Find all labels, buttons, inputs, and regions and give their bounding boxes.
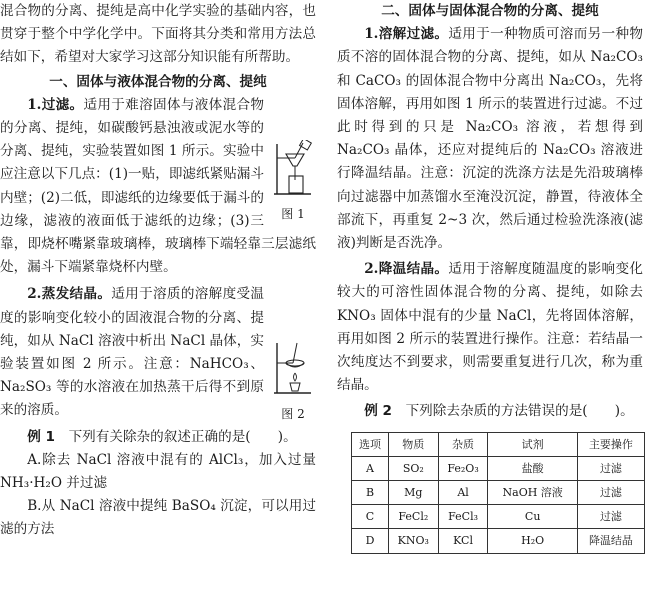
table-cell: Mg — [388, 481, 438, 505]
evaporation-text: 适用于溶质的溶解度受温度的影响变化较小的固液混合物的分离、提纯，如从 NaCl 溶液中析出 NaCl 晶体，实验装置如图 2 所示。注意：NaHCO₃、Na₂SO₃ 等的水溶液在加热蒸干后得不到原来的溶质。 — [0, 286, 264, 419]
table-cell: 过滤 — [577, 456, 644, 480]
example1-paragraph — [0, 426, 316, 449]
section2-title: 二、固体与固体混合物的分离、提纯 — [381, 3, 599, 19]
option-a: A.除去 NaCl 溶液中混有的 AlCl₃，加入过量 NH₃·H₂O 并过滤 — [0, 451, 316, 492]
dissolve-filter-text: 适用于一种物质可溶而另一种物质不溶的固体混合物的分离、提纯，如从 Na₂CO₃ 和 CaCO₃ 的固体混合物中分离出 Na₂CO₃，先将固体溶解，再用如图 1 所示的装置进行过滤。不过此时得到的只是 Na₂CO₃ 溶液，若想得到 Na₂CO₃ 晶体，还应对提纯后的 Na₂CO₃ 溶液进行降温结晶。注意：沉淀的洗涤方法是先沿玻璃棒向过滤器中加蒸馏水至淹没沉淀，静置，待液体全部流下，再重复 2~3 次，然后通过检验洗涤液(滤液)判断是否洗净。 — [337, 26, 644, 252]
figure-1 — [270, 140, 316, 222]
dissolve-filter-heading: 1.溶解过滤。 — [364, 26, 449, 43]
evaporation-paragraph — [0, 283, 316, 422]
table-header-cell: 试剂 — [488, 432, 577, 456]
table-cell: B — [352, 481, 389, 505]
filtration-apparatus-icon — [273, 140, 313, 198]
example2-paragraph — [337, 400, 643, 423]
table-header-cell: 物质 — [388, 432, 438, 456]
table-cell: 过滤 — [577, 481, 644, 505]
table-row — [352, 505, 645, 529]
filtration-heading: 1.过滤。 — [27, 96, 84, 113]
table-cell: KNO₃ — [388, 529, 438, 553]
figure-2 — [270, 339, 316, 421]
table-cell: SO₂ — [388, 456, 438, 480]
table-cell: 过滤 — [577, 505, 644, 529]
table-cell: 盐酸 — [488, 456, 577, 480]
filtration-paragraph — [0, 94, 316, 280]
table-cell: Cu — [488, 505, 577, 529]
cooling-crystallization-paragraph — [337, 258, 643, 397]
table-cell: A — [352, 456, 389, 480]
option-b: B.从 NaCl 溶液中提纯 BaSO₄ 沉淀，可以用过滤的方法 — [0, 498, 316, 538]
table-header-cell: 杂质 — [438, 432, 488, 456]
table-cell: NaOH 溶液 — [488, 481, 577, 505]
table-row — [352, 481, 645, 505]
table-cell: H₂O — [488, 529, 577, 553]
figure-1-caption: 图 1 — [281, 207, 305, 222]
table-cell: FeCl₃ — [438, 505, 488, 529]
section1-title: 一、固体与液体混合物的分离、提纯 — [49, 73, 267, 90]
example2-text: 下列除去杂质的方法错误的是( )。 — [405, 403, 634, 420]
table-row — [352, 529, 645, 553]
table-cell: 降温结晶 — [577, 529, 644, 553]
impurity-table — [351, 432, 645, 554]
table-cell: C — [352, 505, 389, 529]
figure-2-caption: 图 2 — [281, 406, 305, 421]
table-header-cell: 主要操作 — [577, 432, 644, 456]
table-row — [352, 456, 645, 480]
table-cell: Fe₂O₃ — [438, 456, 488, 480]
right-column — [337, 0, 643, 554]
evaporation-heading: 2.蒸发结晶。 — [27, 286, 112, 303]
example2-label: 例 2 — [364, 403, 392, 420]
table-cell: FeCl₂ — [388, 505, 438, 529]
dissolve-filter-paragraph — [337, 23, 643, 255]
cooling-crystallization-heading: 2.降温结晶。 — [364, 261, 449, 278]
table-header-cell: 选项 — [352, 432, 389, 456]
left-column — [0, 0, 316, 542]
filtration-text: 适用于难溶固体与液体混合物的分离、提纯，如碳酸钙悬浊液或泥水等的分离、提纯，实验装置如图 1 所示。实验中应注意以下几点：(1)一贴，即滤纸紧贴漏斗内壁；(2)二低，即滤纸的边缘要低于漏斗的边缘，滤液的液面低于滤纸的边缘；(3)三靠，即烧杯嘴紧靠玻璃棒，玻璃棒下端轻靠三层滤纸处，漏斗下端紧靠烧杯内壁。 — [0, 96, 316, 276]
example1-label: 例 1 — [27, 428, 55, 445]
table-cell: Al — [438, 481, 488, 505]
intro-paragraph: 混合物的分离、提纯是高中化学实验的基础内容，也贯穿于整个中学化学中。下面将其分类和常用方法总结如下，希望对大家学习这部分知识能有所帮助。 — [0, 3, 316, 66]
table-header-row — [352, 432, 645, 456]
cooling-crystallization-text: 适用于溶解度随温度的影响变化较大的可溶性固体混合物的分离、提纯，如除去 KNO₃ 固体中混有的少量 NaCl，先将固体溶解，再用如图 2 所示的装置进行操作。注意：若结晶一次纯度达不到要求，则需要重复进行几次，称为重结晶。 — [337, 261, 644, 394]
evaporation-apparatus-icon — [273, 339, 313, 397]
table-cell: KCl — [438, 529, 488, 553]
table-cell: D — [352, 529, 389, 553]
example1-text: 下列有关除杂的叙述正确的是( )。 — [68, 428, 297, 445]
